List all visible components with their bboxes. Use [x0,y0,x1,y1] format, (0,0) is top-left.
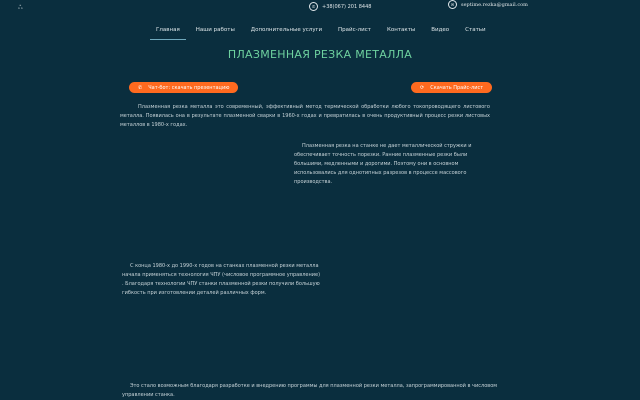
email-icon: ✉ [448,0,457,9]
paragraph-no-chips: Плазменная резка на станке не дает металлической стружки и обеспечивает точность порезки. Ранние плазменные резки были большими, медленными и дорогими. Поэтому они в основном использовались для однотипных разрезов в процессе массового производства. [294,143,472,185]
nav-item-services[interactable]: Дополнительные услуги [250,27,323,33]
price-button-label: Скачать Прайс-лист [430,84,484,91]
nav-item-works[interactable]: Наши работы [195,27,235,33]
phone-contact[interactable] [309,2,371,11]
email-contact[interactable] [448,0,528,9]
page-title: ПЛАЗМЕННАЯ РЕЗКА МЕТАЛЛА [227,48,413,61]
chatbot-presentation-button[interactable] [129,82,238,93]
chatbot-button-label: Чат-бот: скачать презентацию [148,84,230,91]
nav-item-video[interactable]: Видео [431,27,450,33]
paragraph-cnc: С конца 1980-х до 1990-х годов на станках плазменной резки металла начала применяться технология ЧПУ (числовое программное управление) . Благодаря технологии ЧПУ станки плазменной резки получили большую гибкость при изготовлении деталей различных форм. [122,263,321,296]
phone-number[interactable]: +38(067) 201 8448 [322,3,372,10]
nav-item-price[interactable]: Прайс-лист [338,27,371,33]
logo-icon[interactable]: ஃ [18,4,23,11]
chat-icon: ✆ [138,84,143,91]
top-bar [0,0,640,14]
nav-item-contacts[interactable]: Контакты [386,27,416,33]
main-nav [150,24,496,40]
download-icon: ⟳ [420,84,425,91]
paragraph-program: Это стало возможным благодаря разработке и внедрению программы для плазменной резки металла, запрограммированной в числовом управлении станка. [122,383,498,398]
nav-item-home[interactable]: Главная [150,24,186,40]
nav-item-articles[interactable]: Статьи [465,27,486,33]
intro-paragraph: Плазменная резка металла это современный, эффективный метод термической обработки любого токопроводящего листового металла. Появилась она в результате плазменной сварки в 1960-х годах и превратилась в очень продуктивный процесс резки листовых металлов в 1980-х годах. [120,104,490,128]
download-price-button[interactable] [411,82,492,93]
email-address[interactable]: septime.rezka@gmail.com [461,1,528,8]
phone-icon: ✆ [309,2,318,11]
